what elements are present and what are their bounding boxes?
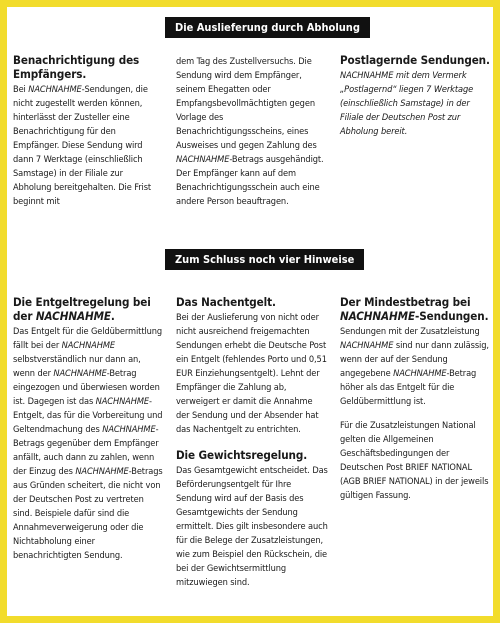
heading-poste-restante: Postlagernde Sendungen. <box>340 53 490 67</box>
minimum-amount-text: Sendungen mit der Zusatzleistung NACHNAHME sind nur dann zulässig, wenn der auf der Sendung angegebene NACHNAHME-Betrag höher als das Entgelt für die Geldübermittlung ist. <box>340 326 489 407</box>
pickup-column-3 <box>340 53 490 139</box>
poste-restante-text: NACHNAHME mit dem Vermerk „Postlagernd“ liegen 7 Werktage (einschließlich Samstage) in der Filiale der Deutschen Post zur Abholung bereit. <box>340 70 474 137</box>
pickup-continued-text: dem Tag des Zustellversuchs. Die Sendung wird dem Empfänger, seinem Ehegatten oder Empfangsbevollmächtigten gegen Vorlage des Benachrichtigungsscheins, eines Ausweises und gegen Zahlung des NACHNAHME-Betrags ausgehändigt. Der Empfänger kann auf dem Benachrichtigungsschein auch eine andere Person beauftragen. <box>176 56 324 207</box>
heading-notification: Benachrichtigung des Empfängers. <box>13 53 140 81</box>
section-banner-notes: Zum Schluss noch vier Hinweise <box>165 249 364 270</box>
pickup-column-1 <box>13 53 163 209</box>
heading-fee-rule: Die Entgeltregelung bei der NACHNAHME. <box>13 295 151 323</box>
notes-column-1 <box>13 295 163 563</box>
postage-due-text: Bei der Auslieferung von nicht oder nicht ausreichend freigemachten Sendungen erhebt die Deutsche Post ein Entgelt (fehlendes Porto und 0,51 EUR Einziehungsentgelt). Lehnt der Empfänger die Zahlung ab, verweigert er damit die Annahme der Sendung und der Absender hat das Nachentgelt zu entrichten. <box>176 312 327 435</box>
heading-minimum-amount: Der Mindestbetrag bei NACHNAHME-Sendungen. <box>340 295 489 323</box>
document-page <box>7 7 493 616</box>
terms-text: Für die Zusatzleistungen National gelten die Allgemeinen Geschäftsbedingungen der Deutschen Post BRIEF NATIONAL (AGB BRIEF NATIONAL) in der jeweils gültigen Fassung. <box>340 420 489 501</box>
weight-rule-text: Das Gesamtgewicht entscheidet. Das Beförderungsentgelt für Ihre Sendung wird auf der Basis des Gesamtgewichts der Sendung ermittelt. Dies gilt insbesondere auch für die Belege der Zusatzleistungen, wie zum Beispiel den Rückschein, die bei der Gewichtsermittlung mitzuwiegen sind. <box>176 465 328 588</box>
heading-postage-due: Das Nachentgelt. <box>176 295 276 309</box>
section-banner-pickup: Die Auslieferung durch Abholung <box>165 17 370 38</box>
heading-weight-rule: Die Gewichtsregelung. <box>176 448 308 462</box>
fee-rule-text: Das Entgelt für die Geldübermittlung fällt bei der NACHNAHME selbstverständlich nur dann an, wenn der NACHNAHME-Betrag eingezogen und überwiesen worden ist. Dagegen ist das NACHNAHME-Entgelt, das für die Vorbereitung und Geltendmachung des NACHNAHME-Betrags gegenüber dem Empfänger anfällt, auch dann zu zahlen, wenn der Einzug des NACHNAHME-Betrags aus Gründen scheitert, die nicht von der Deutschen Post zu vertreten sind. Beispiele dafür sind die Annahmeverweigerung oder die Nichtabholung einer benachrichtigten Sendung. <box>13 326 163 561</box>
notes-column-2 <box>176 295 328 590</box>
notes-column-3 <box>340 295 490 503</box>
notification-text: Bei NACHNAHME-Sendungen, die nicht zugestellt werden können, hinterlässt der Zusteller eine Benachrichtigung für den Empfänger. Diese Sendung wird dann 7 Werktage (einschließlich Samstage) in der Filiale zur Abholung bereitgehalten. Die Frist beginnt mit <box>13 84 152 207</box>
pickup-column-2 <box>176 55 328 209</box>
